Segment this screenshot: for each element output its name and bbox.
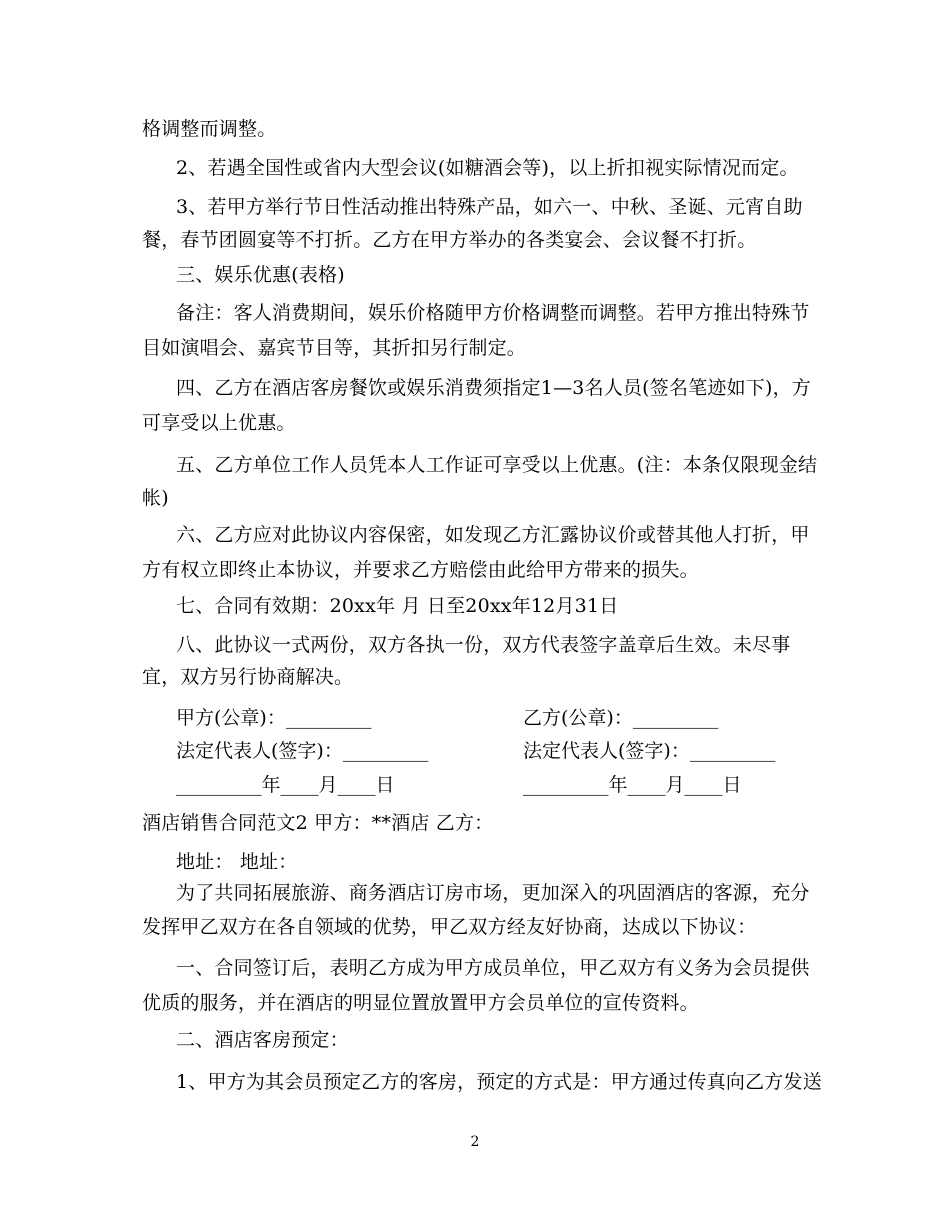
body-line: 2、若遇全国性或省内大型会议(如糖酒会等)，以上折扣视实际情况而定。 (176, 157, 799, 179)
body-line: 八、此协议一式两份，双方各执一份，双方代表签字盖章后生效。未尽事 (176, 634, 791, 656)
party-a-seal-field: 甲方(公章)：_________ (176, 707, 372, 729)
body-line: 六、乙方应对此协议内容保密，如发现乙方汇露协议价或替其他人打折，甲 (176, 524, 810, 546)
page-number: 2 (470, 1134, 480, 1150)
body-line: 3、若甲方举行节日性活动推出特殊产品，如六一、中秋、圣诞、元宵自助 (176, 196, 803, 218)
section-heading: 三、娱乐优惠(表格) (176, 264, 345, 286)
party-b-date-field: _________年____月____日 (523, 774, 742, 796)
body-line: 1、甲方为其会员预定乙方的客房，预定的方式是：甲方通过传真向乙方发送 (176, 1071, 822, 1093)
party-b-seal-field: 乙方(公章)：_________ (523, 707, 719, 729)
body-line: 发挥甲乙双方在各自领域的优势，甲乙双方经友好协商，达成以下协议： (142, 916, 757, 938)
section-heading: 二、酒店客房预定： (176, 1029, 349, 1051)
body-line: 一、合同签订后，表明乙方成为甲方成员单位，甲乙双方有义务为会员提供 (176, 957, 810, 979)
body-line: 餐，春节团圆宴等不打折。乙方在甲方举办的各类宴会、会议餐不打折。 (142, 229, 757, 251)
body-line: 备注：客人消费期间，娱乐价格随甲方价格调整而调整。若甲方推出特殊节 (176, 302, 810, 324)
body-line: 方有权立即终止本协议，并要求乙方赔偿由此给甲方带来的损失。 (142, 559, 699, 581)
address-line: 地址： 地址： (176, 851, 298, 873)
party-a-date-field: _________年____月____日 (176, 774, 395, 796)
body-line: 宜，双方另行协商解决。 (142, 666, 354, 688)
party-b-representative-field: 法定代表人(签字)：_________ (523, 740, 776, 762)
document-title-line: 酒店销售合同范文2 甲方：**酒店 乙方： (142, 812, 494, 834)
party-a-representative-field: 法定代表人(签字)：_________ (176, 740, 429, 762)
body-line: 七、合同有效期：20xx年 月 日至20xx年12月31日 (176, 595, 619, 617)
body-line: 四、乙方在酒店客房餐饮或娱乐消费须指定1—3名人员(签名笔迹如下)，方 (176, 377, 812, 399)
body-line: 优质的服务，并在酒店的明显位置放置甲方会员单位的宣传资料。 (142, 992, 699, 1014)
body-line: 为了共同拓展旅游、商务酒店订房市场，更加深入的巩固酒店的客源，充分 (176, 882, 810, 904)
body-line: 目如演唱会、嘉宾节目等，其折扣另行制定。 (142, 337, 527, 359)
body-line: 格调整而调整。 (142, 118, 277, 140)
body-line: 帐) (142, 487, 169, 509)
body-line: 五、乙方单位工作人员凭本人工作证可享受以上优惠。(注：本条仅限现金结 (176, 454, 818, 476)
body-line: 可享受以上优惠。 (142, 412, 296, 434)
